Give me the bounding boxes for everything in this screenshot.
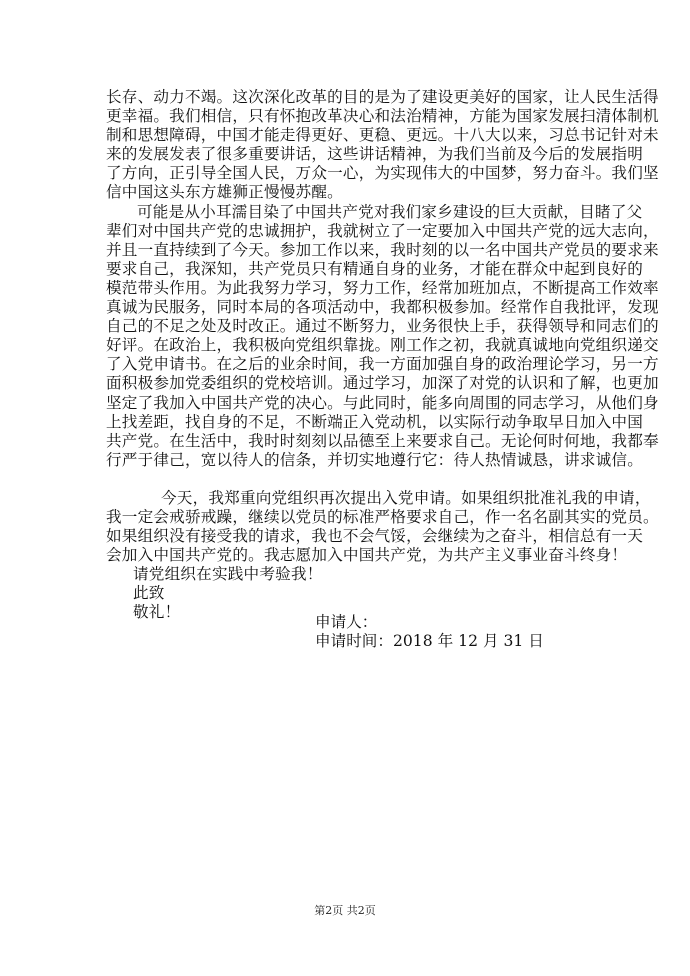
text-line: 自己的不足之处及时改正。通过不断努力，业务很快上手，获得领导和同志们的 (106, 317, 659, 336)
applicant-label: 申请人： (315, 613, 378, 631)
text-line: 真诚为民服务，同时本局的各项活动中，我都积极参加。经常作自我批评，发现 (106, 298, 659, 317)
text-line: 可能是从小耳濡目染了中国共产党对我们家乡建设的巨大贡献，目睹了父 (137, 202, 643, 221)
text-line: 更幸福。我们相信，只有怀抱改革决心和法治精神，方能为国家发展扫清体制机 (106, 107, 659, 126)
text-line: 坚定了我加入中国共产党的决心。与此同时，能多向周围的同志学习，从他们身 (106, 393, 659, 412)
text-line: 如果组织没有接受我的请求，我也不会气馁，会继续为之奋斗，相信总有一天 (106, 527, 643, 546)
paragraph-reform (106, 88, 659, 203)
text-line: 模范带头作用。为此我努力学习，努力工作，经常加班加点，不断提高工作效率 (106, 278, 659, 297)
paragraph-gap (106, 470, 590, 489)
text-line: 面积极参加党委组织的党校培训。通过学习，加深了对党的认识和了解，也更加 (106, 374, 659, 393)
text-line: 了方向，正引导全国人民，万众一心，为实现伟大的中国梦，努力奋斗。我们坚 (106, 164, 659, 183)
closing-line: 敬礼！ (133, 603, 181, 622)
application-date: 申请时间：2018 年 12 月 31 日 (315, 632, 544, 650)
text-line: 我一定会戒骄戒躁，继续以党员的标准严格要求自己，作一名名副其实的党员。 (106, 507, 659, 526)
text-line: 上找差距，找自身的不足，不断端正入党动机，以实际行动争取早日加入中国 (106, 412, 643, 431)
document-body (106, 88, 659, 623)
text-line: 今天，我郑重向党组织再次提出入党申请。如果组织批准礼我的申请， (161, 488, 651, 507)
text-line: 长存、动力不竭。这次深化改革的目的是为了建设更美好的国家，让人民生活得 (106, 88, 659, 106)
text-line: 并且一直持续到了今天。参加工作以来，我时刻的以一名中国共产党员的要求来 (106, 240, 659, 259)
paragraph-motivation (106, 202, 659, 470)
closing-line: 请党组织在实践中考验我！ (133, 565, 323, 584)
page-footer: 第2页 共2页 (314, 904, 376, 917)
text-line: 要求自己，我深知，共产党员只有精通自身的业务，才能在群众中起到良好的 (106, 259, 643, 278)
text-line: 辈们对中国共产党的忠诚拥护，我就树立了一定要加入中国共产党的远大志向， (106, 221, 659, 240)
text-line: 会加入中国共产党的。我志愿加入中国共产党，为共产主义事业奋斗终身！ (106, 546, 628, 565)
text-line: 共产党。在生活中，我时时刻刻以品德至上来要求自己。无论何时何地，我都奉 (106, 431, 659, 450)
text-line: 行严于律己，宽以待人的信条，并切实地遵行它：待人热情诚恳，讲求诚信。 (106, 450, 643, 469)
text-line: 好评。在政治上，我积极向党组织靠拢。刚工作之初，我就真诚地向党组织递交 (106, 336, 659, 355)
closing-line: 此致 (133, 584, 165, 603)
paragraph-application (106, 488, 659, 565)
text-line: 来的发展发表了很多重要讲话，这些讲话精神，为我们当前及今后的发展指明 (106, 145, 643, 164)
text-line: 信中国这头东方雄狮正慢慢苏醒。 (106, 183, 343, 202)
text-line: 制和思想障碍，中国才能走得更好、更稳、更远。十八大以来，习总书记针对未 (106, 126, 659, 145)
text-line: 了入党申请书。在之后的业余时间，我一方面加强自身的政治理论学习，另一方 (106, 355, 659, 374)
